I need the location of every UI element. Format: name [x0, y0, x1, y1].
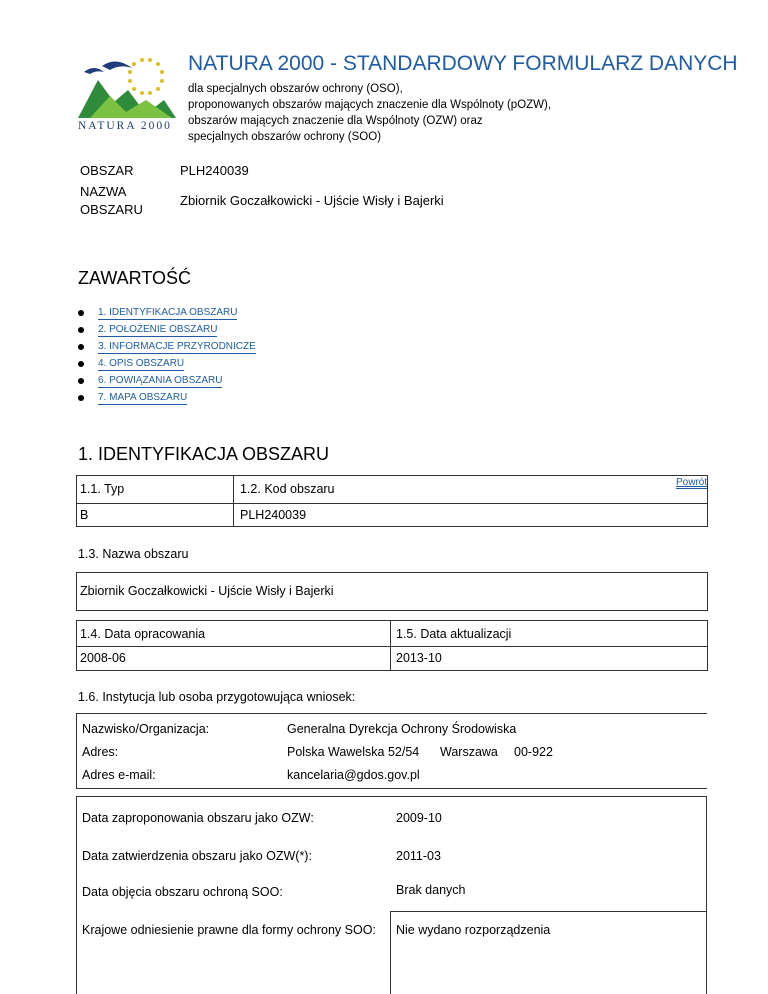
name-value: Zbiornik Goczałkowicki - Ujście Wisły i Bajerki — [80, 584, 334, 598]
email-label: Adres e-mail: — [82, 768, 156, 782]
toc-item — [98, 323, 256, 340]
toc-link-description[interactable]: 4. OPIS OBSZARU — [98, 358, 185, 369]
site-name-value: Zbiornik Goczałkowicki - Ujście Wisły i Bajerki — [180, 193, 444, 208]
address-street: Polska Wawelska 52/54 — [287, 745, 420, 759]
org-label: Nazwisko/Organizacja: — [82, 722, 210, 736]
toc-item — [98, 340, 256, 357]
subtitle-line-1: dla specjalnych obszarów ochrony (OSO), — [188, 83, 403, 95]
site-code-value: PLH240039 — [180, 163, 249, 178]
date-update-value: 2013-10 — [396, 651, 442, 665]
email-value: kancelaria@gdos.gov.pl — [287, 768, 420, 782]
toc-link-relations[interactable]: 6. POWIĄZANIA OBSZARU — [98, 375, 223, 386]
site-name-label-1: NAZWA — [80, 184, 127, 199]
name-heading: 1.3. Nazwa obszaru — [78, 547, 189, 561]
date-row-1-value: 2009-10 — [396, 811, 442, 825]
type-label: 1.1. Typ — [80, 482, 125, 496]
code-value: PLH240039 — [240, 508, 307, 522]
date-prep-label: 1.4. Data opracowania — [80, 627, 206, 641]
toc-link-location[interactable]: 2. POŁOŻENIE OBSZARU — [98, 324, 218, 335]
date-prep-value: 2008-06 — [80, 651, 126, 665]
subtitle-line-2: proponowanych obszarów mających znaczenie dla Wspólnoty (pOZW), — [188, 99, 552, 111]
toc-heading: ZAWARTOŚĆ — [78, 268, 192, 288]
date-row-4-value: Nie wydano rozporządzenia — [396, 923, 551, 937]
page-title: NATURA 2000 - STANDARDOWY FORMULARZ DANYCH — [188, 52, 738, 75]
date-row-2-value: 2011-03 — [396, 849, 441, 863]
type-value: B — [80, 508, 89, 522]
institution-heading: 1.6. Instytucja lub osoba przygotowująca wniosek: — [78, 690, 356, 704]
date-row-3-value: Brak danych — [396, 883, 466, 897]
address-zip: 00-922 — [514, 745, 553, 759]
date-row-4-label: Krajowe odniesienie prawne dla formy ochrony SOO: — [82, 923, 376, 937]
date-update-label: 1.5. Data aktualizacji — [396, 627, 512, 641]
toc-list — [98, 306, 256, 408]
toc-item — [98, 357, 256, 374]
logo-text: NATURA 2000 — [78, 120, 172, 132]
type-code-table — [76, 475, 708, 527]
subtitle-line-3: obszarów mających znaczenie dla Wspólnoty (OZW) oraz — [188, 115, 483, 127]
date-row-2-label: Data zatwierdzenia obszaru jako OZW(*): — [82, 849, 312, 863]
toc-item — [98, 391, 256, 408]
address-city: Warszawa — [440, 745, 498, 759]
site-name-label-2: OBSZARU — [80, 202, 143, 217]
subtitle-line-4: specjalnych obszarów ochrony (SOO) — [188, 131, 382, 143]
date-row-3-label: Data objęcia obszaru ochroną SOO: — [82, 885, 283, 899]
toc-item — [98, 374, 256, 391]
toc-item — [98, 306, 256, 323]
site-code-label: OBSZAR — [80, 163, 134, 178]
address-label: Adres: — [82, 745, 119, 759]
toc-link-identification[interactable]: 1. IDENTYFIKACJA OBSZARU — [98, 307, 238, 318]
date-row-1-label: Data zaproponowania obszaru jako OZW: — [82, 811, 314, 825]
toc-link-map[interactable]: 7. MAPA OBSZARU — [98, 392, 188, 403]
org-value: Generalna Dyrekcja Ochrony Środowiska — [287, 722, 517, 736]
toc-link-ecological-info[interactable]: 3. INFORMACJE PRZYRODNICZE — [98, 341, 256, 352]
section-1-heading: 1. IDENTYFIKACJA OBSZARU — [78, 444, 330, 464]
back-link[interactable]: Powrót — [676, 477, 708, 488]
code-label: 1.2. Kod obszaru — [240, 482, 335, 496]
